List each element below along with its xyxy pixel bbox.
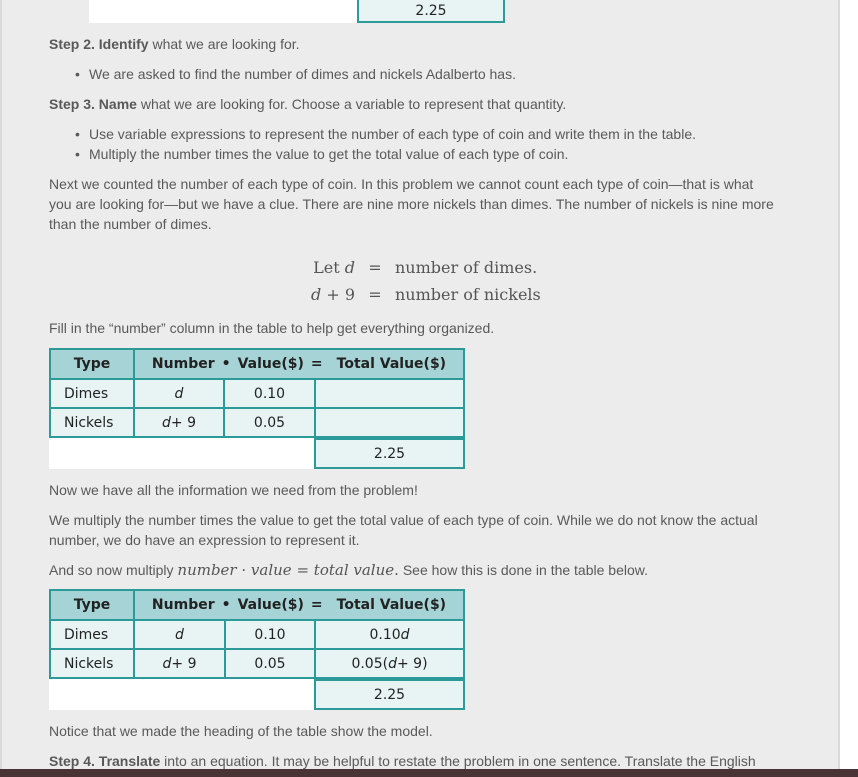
table-fragment-total-cell [357, 0, 505, 23]
step2-label: Step 2. Identify [49, 36, 149, 52]
row-dimes-type [49, 378, 135, 409]
row-nickels-total [314, 648, 465, 679]
header-equals: = [310, 597, 323, 613]
notice-paragraph: Notice that we made the heading of the table show the model. [49, 723, 433, 739]
math-total: total value [313, 561, 395, 579]
header-number: Number [151, 356, 215, 372]
row-dimes-total [314, 378, 465, 409]
cell-text: Nickels [64, 655, 114, 672]
step2-bullets [75, 64, 516, 84]
next-paragraph: Next we counted the number of each type of coin. In this problem we cannot count each type of coin—that is what you are looking for—but we have a clue. There are nine more nickels than dimes. The number of nickels is nine more than the number of dimes. [49, 176, 774, 232]
plus-nine: + 9 [321, 285, 355, 304]
cell-text: + 9) [396, 655, 428, 672]
step3-label: Step 3. Name [49, 96, 137, 112]
math-equals: = [291, 561, 314, 579]
cell-text: + 9 [171, 655, 197, 672]
let-word: Let [313, 258, 345, 277]
equals-sign: = [368, 285, 382, 304]
cell-text: 0.10 [369, 626, 401, 643]
row-nickels-value [224, 648, 316, 679]
text: And so now multiply [49, 562, 178, 578]
row-dimes-total [314, 619, 465, 650]
step3-paragraph [49, 94, 779, 114]
cell-text: 0.10 [253, 385, 286, 402]
multiply-paragraph: We multiply the number times the value to get the total value of each type of coin. While we do not know the actual number, we do have an expression to represent it. [49, 512, 758, 548]
math-value: value [250, 561, 292, 579]
header-dot: • [221, 597, 231, 613]
cell-text: 2.25 [373, 686, 406, 703]
cell-text: 0.05 [254, 655, 286, 672]
header-label: Type [73, 356, 111, 372]
bottom-bar [0, 769, 858, 777]
var-d: d [344, 258, 355, 277]
step4-label: Step 4. Translate [49, 753, 161, 769]
equals-sign: = [368, 258, 382, 277]
list-item: • Multiply the number times the value to get the total value of each type of coin. [75, 144, 696, 164]
row-dimes-value [224, 619, 316, 650]
cell-text: 2.25 [373, 445, 406, 462]
let-row-nickels [309, 283, 541, 307]
cell-var: d [162, 655, 172, 672]
list-item: • Use variable expressions to represent the number of each type of coin and write them in the table. [75, 124, 696, 144]
cell-text: 0.05 [253, 414, 286, 431]
header-label: Type [73, 597, 111, 613]
var-d: d [310, 285, 322, 304]
header-value: Value($) [237, 356, 304, 372]
row-dimes-number [133, 619, 226, 650]
and-so-paragraph [49, 560, 779, 580]
cell-var: d [162, 414, 171, 431]
row-nickels-type [49, 407, 135, 438]
fill-in-paragraph: Fill in the “number” column in the table to help get everything organized. [49, 320, 495, 336]
step3-text: what we are looking for. Choose a variable to represent that quantity. [136, 96, 567, 112]
definition-text: number of nickels [395, 285, 541, 304]
header-equals: = [310, 356, 323, 372]
list-item: • We are asked to find the number of dimes and nickels Adalberto has. [75, 64, 516, 84]
row-nickels-total [314, 407, 465, 438]
cell-text: 0.05( [351, 655, 389, 672]
math-number: number [177, 561, 237, 579]
header-dot: • [221, 356, 231, 372]
let-row-dimes [309, 256, 537, 280]
header-model [133, 348, 465, 380]
header-type [49, 348, 135, 380]
grand-total-cell [314, 678, 465, 710]
cell-var: d [400, 626, 410, 643]
row-nickels-value [223, 407, 316, 438]
cell-text: Dimes [64, 385, 109, 402]
row-dimes-number [133, 378, 225, 409]
definition-text: number of dimes. [395, 258, 538, 277]
header-model [133, 589, 465, 621]
now-paragraph: Now we have all the information we need from the problem! [49, 482, 418, 498]
row-nickels-number [133, 648, 226, 679]
step2-text: what we are looking for. [148, 36, 300, 52]
total-value: 2.25 [415, 2, 447, 19]
cell-text: Nickels [64, 414, 114, 431]
step3-bullets [75, 124, 696, 164]
header-number: Number [151, 597, 215, 613]
step2-paragraph [49, 34, 779, 54]
row-nickels-type [49, 648, 135, 679]
model-equation [177, 561, 399, 579]
cell-var: d [388, 655, 397, 672]
coin-table-2 [49, 589, 465, 712]
table-blank-area [49, 438, 315, 469]
row-dimes-value [223, 378, 316, 409]
math-period: . [394, 561, 399, 579]
header-type [49, 589, 135, 621]
cell-text: Dimes [64, 626, 109, 643]
text: See how this is done in the table below. [398, 562, 648, 578]
cell-text: 0.10 [254, 626, 286, 643]
coin-table-1 [49, 348, 465, 471]
step4-text: into an equation. It may be helpful to restate the problem in one sentence. Translate the English [160, 753, 756, 769]
grand-total-cell [314, 437, 465, 469]
cell-text: + 9 [170, 414, 196, 431]
math-dot: · [236, 561, 251, 579]
let-definitions [309, 256, 569, 310]
row-dimes-type [49, 619, 135, 650]
table-fragment-blank [89, 0, 357, 23]
cell-text: d [175, 626, 184, 643]
header-total: Total Value($) [336, 356, 447, 372]
table-blank-area [49, 679, 315, 710]
header-value: Value($) [237, 597, 304, 613]
row-nickels-number [133, 407, 225, 438]
step4-paragraph [49, 751, 779, 771]
cell-text: d [174, 385, 184, 402]
header-total: Total Value($) [336, 597, 447, 613]
